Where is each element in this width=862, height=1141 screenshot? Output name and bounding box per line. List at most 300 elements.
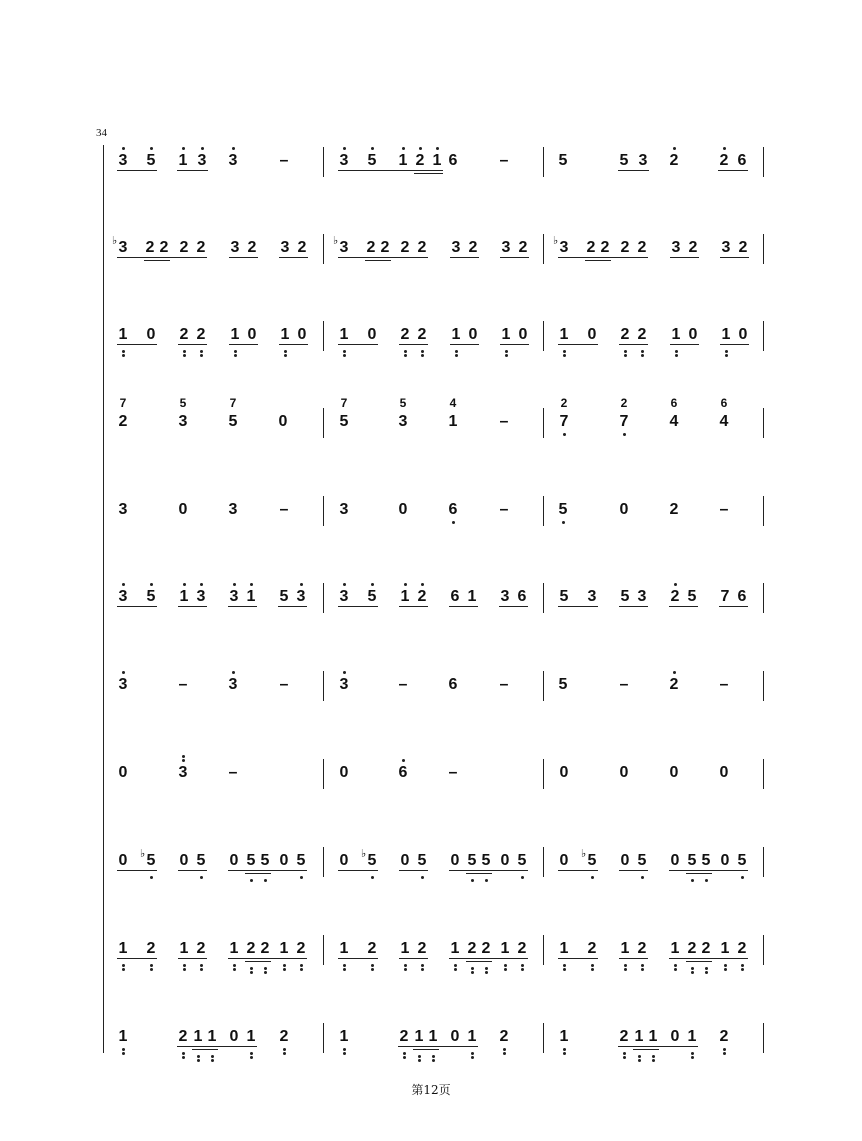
beam-underline bbox=[450, 257, 479, 258]
octave-dot-low bbox=[563, 968, 566, 971]
note: 2 bbox=[118, 413, 128, 430]
note: 3 bbox=[339, 501, 349, 518]
barline bbox=[543, 147, 544, 177]
note: 2 bbox=[518, 239, 528, 256]
note: 3 bbox=[280, 239, 290, 256]
note: 2 bbox=[669, 152, 679, 169]
octave-dot-low bbox=[641, 876, 644, 879]
octave-dot-low bbox=[234, 350, 237, 353]
octave-dot-low bbox=[455, 354, 458, 357]
octave-dot-low bbox=[741, 968, 744, 971]
octave-dot-low bbox=[638, 1059, 641, 1062]
beam-underline bbox=[670, 344, 699, 345]
octave-dot-low bbox=[200, 876, 203, 879]
note: 5 bbox=[146, 588, 156, 605]
octave-dot-low bbox=[122, 354, 125, 357]
octave-dot-low bbox=[264, 971, 267, 974]
note: 2 bbox=[260, 940, 270, 957]
note: 1 bbox=[671, 326, 681, 343]
note: 1 bbox=[398, 152, 408, 169]
beam-underline bbox=[117, 606, 157, 607]
note: 3 bbox=[339, 152, 349, 169]
note: 2 bbox=[600, 239, 610, 256]
note: 7 bbox=[720, 588, 730, 605]
note: 5 bbox=[367, 152, 377, 169]
beam-underline bbox=[449, 606, 478, 607]
octave-dot-low bbox=[641, 964, 644, 967]
note: 5 bbox=[279, 588, 289, 605]
octave-dot-low bbox=[485, 971, 488, 974]
octave-dot-low bbox=[404, 350, 407, 353]
octave-dot-low bbox=[150, 876, 153, 879]
note: 1 bbox=[118, 326, 128, 343]
barline bbox=[763, 321, 764, 351]
note: 0 bbox=[500, 852, 510, 869]
beam-underline bbox=[399, 344, 428, 345]
note: 2 bbox=[145, 239, 155, 256]
octave-dot-low bbox=[283, 964, 286, 967]
octave-dot-low bbox=[283, 1052, 286, 1055]
beam-underline bbox=[466, 873, 492, 874]
octave-dot-low bbox=[471, 1052, 474, 1055]
note: 1 bbox=[339, 1028, 349, 1045]
note: 4 bbox=[669, 413, 679, 430]
octave-dot-low bbox=[723, 1052, 726, 1055]
note: 0 bbox=[619, 501, 629, 518]
note: 1 bbox=[634, 1028, 644, 1045]
octave-dot-low bbox=[250, 1052, 253, 1055]
note: 5 bbox=[339, 413, 349, 430]
octave-dot-low bbox=[705, 967, 708, 970]
note: 5 bbox=[467, 852, 477, 869]
note: 0 bbox=[178, 501, 188, 518]
note: 5 bbox=[296, 852, 306, 869]
note: 2 bbox=[400, 326, 410, 343]
octave-dot-high bbox=[343, 583, 346, 586]
note: 2 bbox=[701, 940, 711, 957]
sustain-dash: – bbox=[499, 676, 509, 693]
octave-dot-high bbox=[673, 671, 676, 674]
note: 2 bbox=[587, 940, 597, 957]
beam-underline bbox=[619, 870, 648, 871]
note: 2 bbox=[179, 326, 189, 343]
octave-dot-high bbox=[371, 147, 374, 150]
octave-dot-low bbox=[691, 1052, 694, 1055]
beam-underline bbox=[686, 961, 712, 962]
note: 2 bbox=[417, 239, 427, 256]
note: 1 bbox=[448, 413, 458, 430]
beam-underline bbox=[338, 344, 378, 345]
barline bbox=[543, 847, 544, 877]
note: 2 bbox=[366, 239, 376, 256]
octave-dot-high bbox=[182, 759, 185, 762]
note: 0 bbox=[559, 764, 569, 781]
chord-note-above: 5 bbox=[179, 396, 187, 410]
note: 5 bbox=[517, 852, 527, 869]
beam-underline bbox=[718, 170, 748, 171]
beam-underline bbox=[670, 257, 699, 258]
note: 3 bbox=[118, 239, 128, 256]
note: 0 bbox=[229, 1028, 239, 1045]
note: 0 bbox=[247, 326, 257, 343]
note: 3 bbox=[398, 413, 408, 430]
score-row bbox=[0, 935, 862, 979]
note: 2 bbox=[246, 940, 256, 957]
octave-dot-high bbox=[233, 583, 236, 586]
octave-dot-low bbox=[421, 876, 424, 879]
octave-dot-low bbox=[343, 354, 346, 357]
note: 2 bbox=[146, 940, 156, 957]
octave-dot-low bbox=[725, 350, 728, 353]
octave-dot-high bbox=[402, 147, 405, 150]
sustain-dash: – bbox=[279, 676, 289, 693]
octave-dot-low bbox=[403, 1052, 406, 1055]
note: 2 bbox=[159, 239, 169, 256]
note: 2 bbox=[196, 326, 206, 343]
note: 1 bbox=[118, 940, 128, 957]
note: 2 bbox=[620, 239, 630, 256]
note: 2 bbox=[400, 239, 410, 256]
note: 4 bbox=[719, 413, 729, 430]
octave-dot-low bbox=[150, 964, 153, 967]
octave-dot-low bbox=[343, 968, 346, 971]
octave-dot-low bbox=[521, 876, 524, 879]
score-row bbox=[0, 671, 862, 715]
octave-dot-low bbox=[563, 964, 566, 967]
note: 2 bbox=[688, 239, 698, 256]
note: 0 bbox=[400, 852, 410, 869]
sustain-dash: – bbox=[279, 501, 289, 518]
note: 2 bbox=[247, 239, 257, 256]
note: 0 bbox=[450, 1028, 460, 1045]
octave-dot-high bbox=[182, 755, 185, 758]
octave-dot-low bbox=[371, 968, 374, 971]
beam-underline bbox=[720, 257, 749, 258]
octave-dot-low bbox=[403, 1056, 406, 1059]
note: 2 bbox=[417, 326, 427, 343]
barline bbox=[323, 935, 324, 965]
sustain-dash: – bbox=[228, 764, 238, 781]
beam-underline bbox=[633, 1049, 659, 1050]
note: 5 bbox=[196, 852, 206, 869]
beam-underline bbox=[414, 173, 443, 174]
barline bbox=[543, 759, 544, 789]
note: 2 bbox=[481, 940, 491, 957]
note: 3 bbox=[637, 588, 647, 605]
beam-underline bbox=[192, 1049, 218, 1050]
octave-dot-high bbox=[723, 147, 726, 150]
beam-underline bbox=[719, 606, 748, 607]
octave-dot-low bbox=[183, 968, 186, 971]
note: 0 bbox=[738, 326, 748, 343]
octave-dot-low bbox=[562, 521, 565, 524]
barline bbox=[763, 935, 764, 965]
note: 0 bbox=[719, 764, 729, 781]
barline bbox=[323, 321, 324, 351]
note: 1 bbox=[500, 940, 510, 957]
note: 0 bbox=[367, 326, 377, 343]
octave-dot-low bbox=[638, 1055, 641, 1058]
octave-dot-low bbox=[197, 1059, 200, 1062]
barline bbox=[323, 496, 324, 526]
octave-dot-low bbox=[343, 964, 346, 967]
chord-note-above: 2 bbox=[620, 396, 628, 410]
octave-dot-high bbox=[200, 583, 203, 586]
beam-underline bbox=[228, 606, 257, 607]
octave-dot-low bbox=[563, 350, 566, 353]
octave-dot-low bbox=[421, 964, 424, 967]
octave-dot-low bbox=[675, 354, 678, 357]
octave-dot-low bbox=[264, 967, 267, 970]
note: 5 bbox=[637, 852, 647, 869]
octave-dot-low bbox=[300, 968, 303, 971]
note: 1 bbox=[246, 588, 256, 605]
note: 1 bbox=[620, 940, 630, 957]
octave-dot-low bbox=[724, 968, 727, 971]
sustain-dash: – bbox=[719, 501, 729, 518]
octave-dot-low bbox=[211, 1055, 214, 1058]
note: 3 bbox=[118, 152, 128, 169]
note: 2 bbox=[380, 239, 390, 256]
octave-dot-low bbox=[371, 964, 374, 967]
octave-dot-low bbox=[691, 1056, 694, 1059]
beam-underline bbox=[117, 958, 157, 959]
beam-underline bbox=[228, 958, 307, 959]
note: 3 bbox=[228, 152, 238, 169]
octave-dot-high bbox=[674, 583, 677, 586]
note: 1 bbox=[670, 940, 680, 957]
flat-sign: ♭ bbox=[140, 848, 146, 860]
note: 2 bbox=[417, 940, 427, 957]
note: 3 bbox=[500, 588, 510, 605]
beam-underline bbox=[619, 958, 648, 959]
octave-dot-low bbox=[421, 354, 424, 357]
note: 2 bbox=[196, 940, 206, 957]
octave-dot-high bbox=[183, 583, 186, 586]
beam-underline bbox=[619, 344, 648, 345]
barline bbox=[763, 671, 764, 701]
beam-underline bbox=[500, 344, 529, 345]
octave-dot-low bbox=[197, 1055, 200, 1058]
note: 6 bbox=[448, 152, 458, 169]
note: 3 bbox=[339, 676, 349, 693]
barline bbox=[323, 1023, 324, 1053]
note: 1 bbox=[339, 940, 349, 957]
score-row bbox=[0, 496, 862, 540]
note: 2 bbox=[468, 239, 478, 256]
octave-dot-low bbox=[371, 876, 374, 879]
octave-dot-low bbox=[521, 968, 524, 971]
note: 1 bbox=[193, 1028, 203, 1045]
barline bbox=[763, 408, 764, 438]
note: 0 bbox=[179, 852, 189, 869]
barline bbox=[763, 759, 764, 789]
note: 2 bbox=[415, 152, 425, 169]
note: 5 bbox=[146, 852, 156, 869]
octave-dot-high bbox=[201, 147, 204, 150]
note: 6 bbox=[398, 764, 408, 781]
sustain-dash: – bbox=[619, 676, 629, 693]
note: 0 bbox=[339, 852, 349, 869]
note: 2 bbox=[399, 1028, 409, 1045]
octave-dot-low bbox=[623, 433, 626, 436]
octave-dot-low bbox=[432, 1059, 435, 1062]
octave-dot-low bbox=[652, 1059, 655, 1062]
note: 3 bbox=[197, 152, 207, 169]
octave-dot-low bbox=[182, 1052, 185, 1055]
note: 1 bbox=[400, 940, 410, 957]
note: 3 bbox=[178, 413, 188, 430]
note: 3 bbox=[339, 588, 349, 605]
beam-underline bbox=[279, 344, 308, 345]
note: 1 bbox=[559, 326, 569, 343]
beam-underline bbox=[449, 870, 528, 871]
sustain-dash: – bbox=[499, 152, 509, 169]
octave-dot-low bbox=[150, 968, 153, 971]
beam-underline bbox=[178, 344, 207, 345]
score-row bbox=[0, 396, 862, 452]
flat-sign: ♭ bbox=[553, 235, 559, 247]
octave-dot-low bbox=[641, 354, 644, 357]
note: 2 bbox=[296, 940, 306, 957]
octave-dot-low bbox=[421, 968, 424, 971]
chord-note-above: 6 bbox=[670, 396, 678, 410]
note: 1 bbox=[467, 1028, 477, 1045]
beam-underline bbox=[585, 260, 611, 261]
octave-dot-low bbox=[283, 968, 286, 971]
octave-dot-low bbox=[623, 1052, 626, 1055]
beam-underline bbox=[117, 170, 157, 171]
note: 6 bbox=[448, 676, 458, 693]
note: 2 bbox=[297, 239, 307, 256]
note: 1 bbox=[467, 588, 477, 605]
note: 2 bbox=[417, 588, 427, 605]
octave-dot-low bbox=[211, 1059, 214, 1062]
beam-underline bbox=[618, 170, 649, 171]
barline bbox=[323, 408, 324, 438]
octave-dot-low bbox=[404, 354, 407, 357]
octave-dot-low bbox=[250, 967, 253, 970]
sustain-dash: – bbox=[719, 676, 729, 693]
octave-dot-high bbox=[419, 147, 422, 150]
beam-underline bbox=[449, 958, 528, 959]
beam-underline bbox=[278, 606, 307, 607]
note: 2 bbox=[737, 940, 747, 957]
octave-dot-low bbox=[183, 354, 186, 357]
octave-dot-low bbox=[674, 968, 677, 971]
score-row bbox=[0, 147, 862, 191]
note: 1 bbox=[428, 1028, 438, 1045]
note: 1 bbox=[178, 152, 188, 169]
octave-dot-low bbox=[563, 1048, 566, 1051]
octave-dot-high bbox=[404, 583, 407, 586]
note: 2 bbox=[196, 239, 206, 256]
score-row bbox=[0, 759, 862, 803]
note: 1 bbox=[400, 588, 410, 605]
note: 0 bbox=[670, 1028, 680, 1045]
note: 0 bbox=[297, 326, 307, 343]
beam-underline bbox=[229, 257, 258, 258]
octave-dot-low bbox=[504, 964, 507, 967]
octave-dot-low bbox=[421, 350, 424, 353]
note: 5 bbox=[559, 588, 569, 605]
note: 1 bbox=[230, 326, 240, 343]
barline bbox=[543, 1023, 544, 1053]
beam-underline bbox=[619, 606, 648, 607]
octave-dot-low bbox=[452, 521, 455, 524]
octave-dot-low bbox=[624, 350, 627, 353]
note: 2 bbox=[738, 239, 748, 256]
note: 5 bbox=[620, 588, 630, 605]
octave-dot-low bbox=[591, 964, 594, 967]
sustain-dash: – bbox=[448, 764, 458, 781]
note: 3 bbox=[229, 588, 239, 605]
note: 3 bbox=[638, 152, 648, 169]
note: 0 bbox=[229, 852, 239, 869]
note: 6 bbox=[448, 501, 458, 518]
octave-dot-low bbox=[183, 350, 186, 353]
note: 3 bbox=[501, 239, 511, 256]
beam-underline bbox=[117, 870, 157, 871]
note: 0 bbox=[118, 852, 128, 869]
octave-dot-low bbox=[503, 1052, 506, 1055]
note: 1 bbox=[450, 940, 460, 957]
beam-underline bbox=[686, 873, 712, 874]
octave-dot-low bbox=[300, 876, 303, 879]
beam-underline bbox=[558, 958, 598, 959]
chord-note-above: 7 bbox=[340, 396, 348, 410]
note: 2 bbox=[499, 1028, 509, 1045]
beam-underline bbox=[558, 606, 598, 607]
beam-underline bbox=[399, 606, 428, 607]
note: 0 bbox=[587, 326, 597, 343]
barline bbox=[763, 583, 764, 613]
note: 0 bbox=[339, 764, 349, 781]
note: 2 bbox=[637, 940, 647, 957]
barline bbox=[323, 583, 324, 613]
note: 1 bbox=[414, 1028, 424, 1045]
octave-dot-low bbox=[471, 967, 474, 970]
octave-dot-low bbox=[624, 968, 627, 971]
octave-dot-low bbox=[404, 964, 407, 967]
note: 5 bbox=[558, 501, 568, 518]
note: 1 bbox=[339, 326, 349, 343]
score-row bbox=[0, 1023, 862, 1067]
octave-dot-high bbox=[421, 583, 424, 586]
note: 2 bbox=[517, 940, 527, 957]
barline bbox=[323, 147, 324, 177]
note: 7 bbox=[559, 413, 569, 430]
octave-dot-high bbox=[402, 759, 405, 762]
note: 3 bbox=[296, 588, 306, 605]
barline bbox=[543, 321, 544, 351]
octave-dot-low bbox=[485, 967, 488, 970]
barline bbox=[323, 234, 324, 264]
octave-dot-low bbox=[183, 964, 186, 967]
note: 1 bbox=[179, 940, 189, 957]
note: 3 bbox=[196, 588, 206, 605]
note: 3 bbox=[559, 239, 569, 256]
beam-underline bbox=[466, 961, 492, 962]
octave-dot-low bbox=[471, 1056, 474, 1059]
note: 2 bbox=[620, 326, 630, 343]
octave-dot-low bbox=[454, 968, 457, 971]
barline bbox=[763, 147, 764, 177]
octave-dot-low bbox=[675, 350, 678, 353]
octave-dot-low bbox=[741, 964, 744, 967]
note: 3 bbox=[587, 588, 597, 605]
octave-dot-high bbox=[122, 147, 125, 150]
